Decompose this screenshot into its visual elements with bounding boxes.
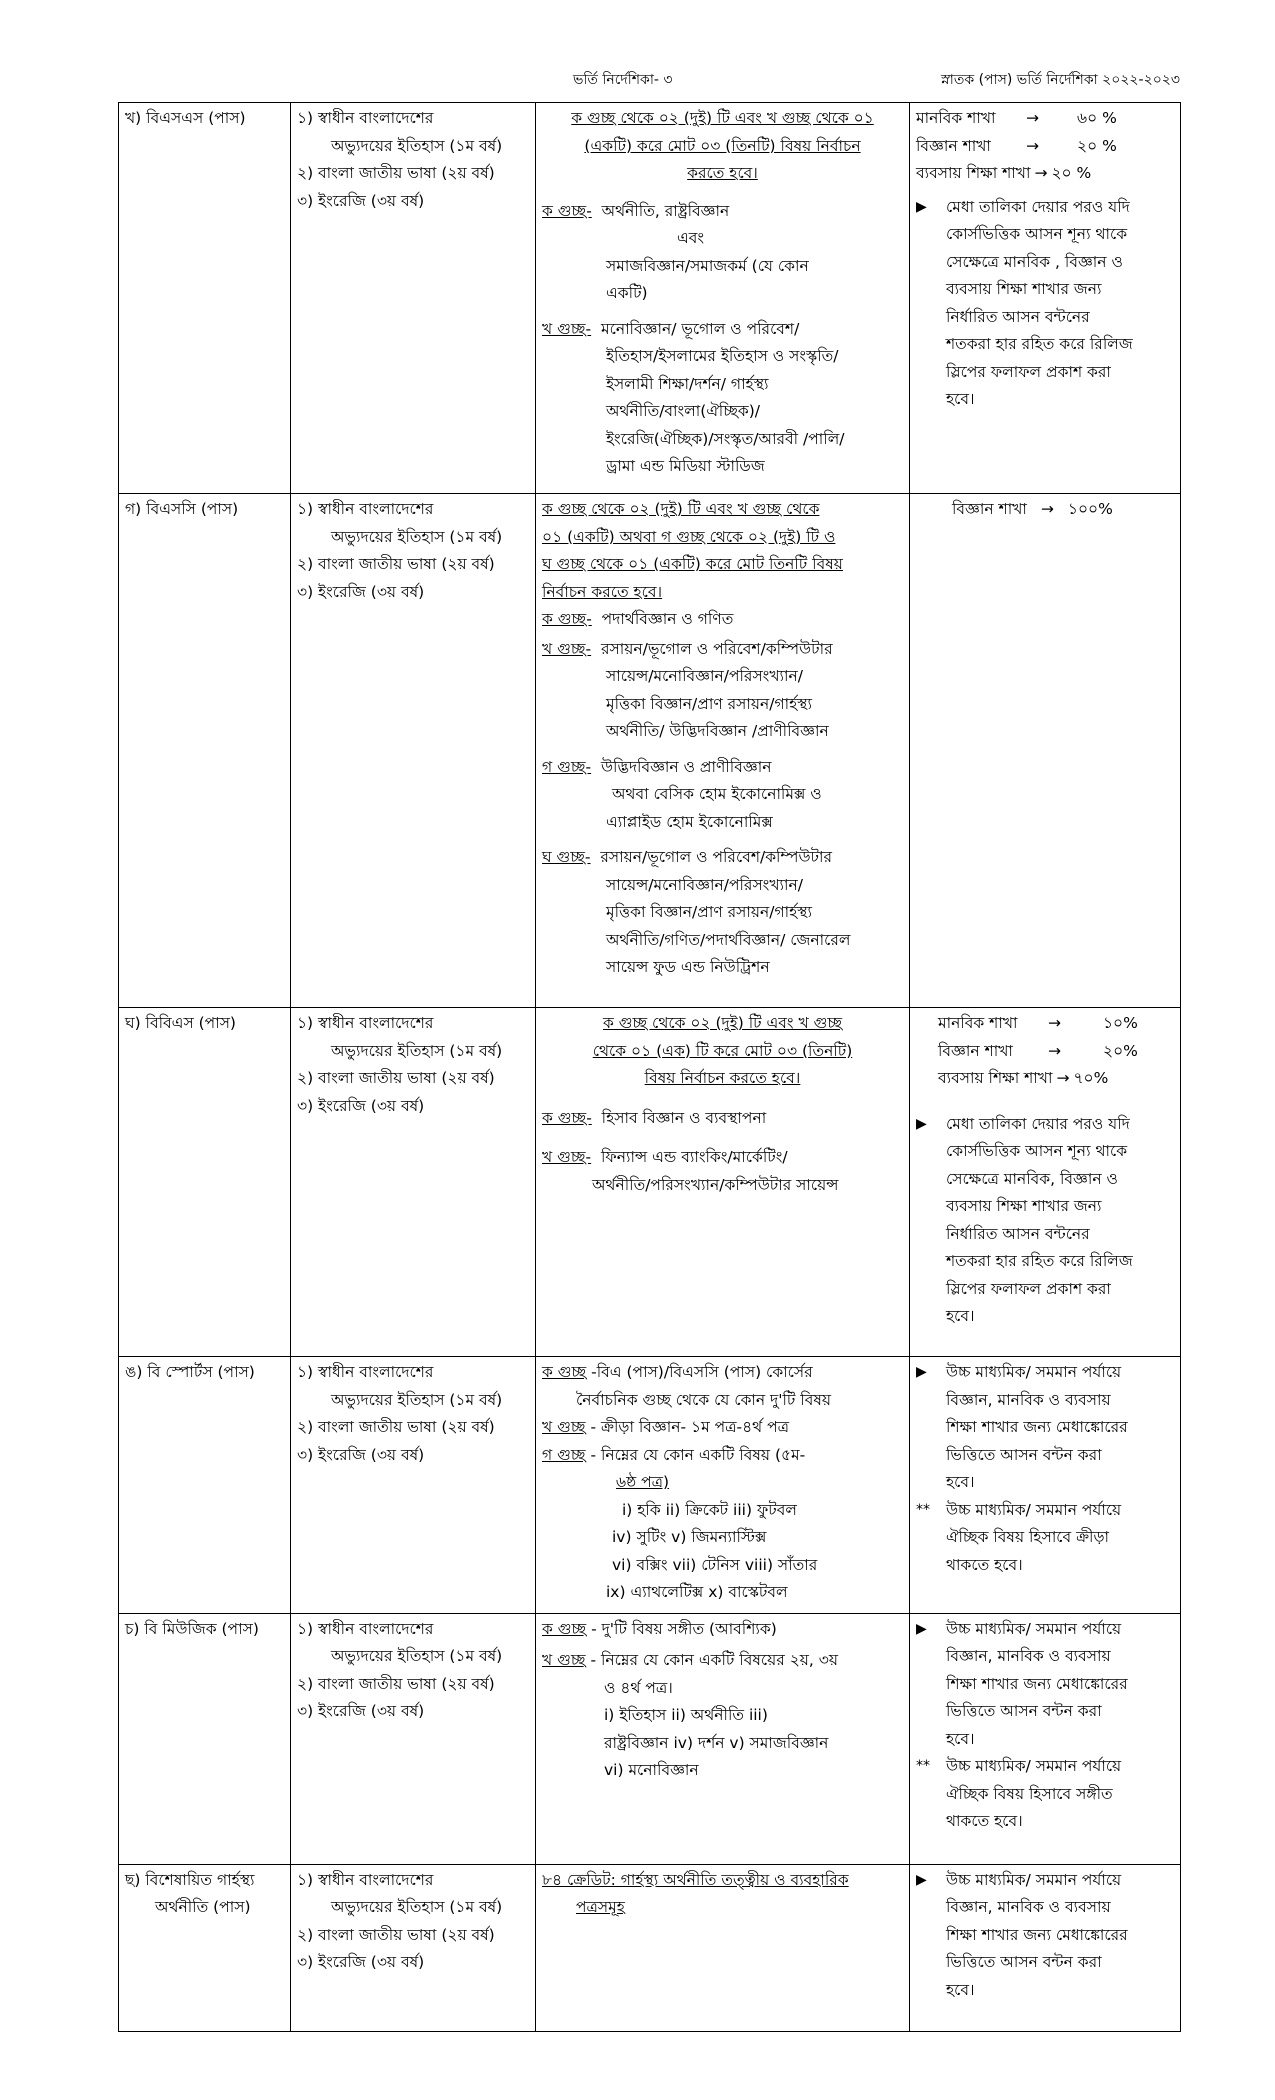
note-line: ব্যবসায় শিক্ষা শাখার জন্য [946, 1197, 1102, 1215]
compulsory-item: অভ্যুদয়ের ইতিহাস (১ম বর্ষ) [331, 1390, 503, 1409]
group-label: গ গুচ্ছ [542, 1445, 586, 1464]
distribution-row [916, 1010, 1174, 1038]
branch-percent: ৭০% [1073, 1069, 1109, 1087]
group-subjects: অর্থনীতি/গণিত/পদার্থবিজ্ঞান/ জেনারেল [606, 930, 851, 949]
selection-rule [542, 496, 903, 606]
arrow-icon: → [1056, 1069, 1070, 1087]
group-label: ক গুচ্ছ [542, 1363, 587, 1381]
compulsory-item: ৩) ইংরেজি (৩য় বর্ষ) [297, 1096, 425, 1115]
option-line: i) হকি ii) ক্রিকেট iii) ফুটবল [622, 1500, 797, 1519]
group-subjects: ইতিহাস/ইসলামের ইতিহাস ও সংস্কৃতি/ [606, 347, 839, 365]
compulsory-item: ১) স্বাধীন বাংলাদেশের [297, 500, 434, 518]
group-subjects: পদার্থবিজ্ঞান ও গণিত [591, 610, 734, 628]
group-ka [542, 1105, 903, 1133]
program-name: খ) বিএসএস (পাস) [125, 109, 246, 127]
group-subjects: সায়েন্স ফুড এন্ড নিউট্রিশন [606, 958, 770, 976]
seat-distribution-cell [910, 1864, 1181, 2031]
group-subjects: মনোবিজ্ঞান/ ভূগোল ও পরিবেশ/ [591, 319, 800, 338]
group-kha [542, 316, 903, 481]
elective-cell [536, 1864, 910, 2031]
group-subjects: - ক্রীড়া বিজ্ঞান- ১ম পত্র-৪র্থ পত্র [585, 1418, 790, 1436]
credit-line: পত্রসমূহ [576, 1898, 625, 1916]
rule-line: থেকে ০১ (এক) টি করে মোট ০৩ (তিনটি) [592, 1041, 853, 1060]
seat-distribution-cell [910, 103, 1181, 494]
compulsory-cell [291, 494, 536, 1008]
group-subjects: উদ্ভিদবিজ্ঞান ও প্রাণীবিজ্ঞান [591, 757, 772, 776]
branch-percent: ১০০% [1067, 500, 1113, 518]
compulsory-item: ৩) ইংরেজি (৩য় বর্ষ) [297, 1702, 425, 1720]
elective-cell [536, 494, 910, 1008]
elective-cell [536, 1008, 910, 1357]
compulsory-item: ৩) ইংরেজি (৩য় বর্ষ) [297, 191, 425, 210]
branch-name: ব্যবসায় শিক্ষা শাখা [938, 1069, 1053, 1087]
note-line: মেধা তালিকা দেয়ার পরও যদি [946, 1114, 1130, 1133]
option-line: vi) বক্সিং vii) টেনিস viii) সাঁতার [612, 1555, 818, 1574]
rule-line: ক গুচ্ছ থেকে ০২ (দুই) টি এবং খ গুচ্ছ [602, 1014, 843, 1032]
compulsory-cell [291, 1613, 536, 1864]
branch-name: বিজ্ঞান শাখা [916, 136, 991, 155]
triangle-bullet-icon: ▶ [916, 1620, 927, 1637]
rule-line: ক গুচ্ছ থেকে ০২ (দুই) টি এবং খ গুচ্ছ থেকে ০১ [571, 109, 874, 127]
note-line: উচ্চ মাধ্যমিক/ সমমান পর্যায়ে [946, 1363, 1122, 1381]
group-subjects: একটি) [606, 284, 648, 302]
branch-percent: ১০% [1103, 1014, 1138, 1032]
compulsory-cell [291, 1864, 536, 2031]
branch-percent: ২০ % [1077, 136, 1117, 155]
group-label: খ গুচ্ছ [542, 1651, 586, 1669]
note-line: থাকতে হবে। [946, 1812, 1023, 1830]
distribution-row [916, 105, 1174, 133]
note-line: শিক্ষা শাখার জন্য মেধাঙ্কোরের [946, 1925, 1128, 1944]
elective-cell [536, 1357, 910, 1614]
seat-distribution-cell [910, 1613, 1181, 1864]
note-line: হবে। [946, 1980, 975, 1999]
distribution-row [916, 133, 1174, 161]
program-name: ছ) বিশেষায়িত গার্হস্থ্য [125, 1870, 255, 1889]
branch-name: মানবিক শাখা [938, 1014, 1018, 1032]
note-line: মেধা তালিকা দেয়ার পরও যদি [946, 197, 1130, 216]
group-subjects: -বিএ (পাস)/বিএসসি (পাস) কোর্সের [586, 1363, 813, 1381]
group-subjects: ড্রামা এন্ড মিডিয়া স্টাডিজ [606, 457, 765, 475]
note-line: নির্ধারিত আসন বন্টনের [946, 307, 1090, 326]
header-right: স্নাতক (পাস) ভর্তি নির্দেশিকা ২০২২-২০২৩ [940, 72, 1180, 88]
note [916, 194, 1174, 414]
rule-line: (একটি) করে মোট ০৩ (তিনটি) বিষয় নির্বাচন [584, 136, 861, 155]
compulsory-cell [291, 1357, 536, 1614]
arrow-icon: → [1040, 500, 1054, 518]
program-name: অর্থনীতি (পাস) [155, 1898, 251, 1916]
credit-line: ৮৪ ক্রেডিট: গার্হস্থ্য অর্থনীতি তত্ত্বীয় ও ব্যবহারিক [542, 1870, 849, 1889]
group-gha [542, 844, 903, 982]
seat-distribution-cell [910, 1008, 1181, 1357]
note-line: উচ্চ মাধ্যমিক/ সমমান পর্যায়ে [946, 1500, 1122, 1519]
seat-distribution-cell [910, 494, 1181, 1008]
compulsory-item: ২) বাংলা জাতীয় ভাষা (২য় বর্ষ) [297, 1418, 495, 1436]
note-line: শতকরা হার রহিত করে রিলিজ [946, 1252, 1133, 1270]
asterisk-icon: ** [916, 1758, 930, 1774]
group-subjects: ও ৪র্থ পত্র। [604, 1678, 673, 1697]
table-row [119, 103, 1181, 494]
group-label: খ গুচ্ছ- [542, 1148, 592, 1166]
program-name: চ) বি মিউজিক (পাস) [125, 1619, 259, 1638]
note-line: ভিত্তিতে আসন বন্টন করা [946, 1445, 1102, 1464]
compulsory-item: ৩) ইংরেজি (৩য় বর্ষ) [297, 582, 425, 601]
note [916, 1497, 1174, 1580]
group-subjects: - নিম্নের যে কোন একটি বিষয়ের ২য়, ৩য় [585, 1651, 838, 1669]
note-line: হবে। [946, 1307, 975, 1325]
compulsory-item: ৩) ইংরেজি (৩য় বর্ষ) [297, 1953, 425, 1971]
group-subjects: সমাজবিজ্ঞান/সমাজকর্ম (যে কোন [606, 256, 809, 275]
branch-name: মানবিক শাখা [916, 109, 996, 127]
page-header [118, 68, 1180, 90]
program-cell [119, 1613, 291, 1864]
program-cell [119, 1008, 291, 1357]
note-line: উচ্চ মাধ্যমিক/ সমমান পর্যায়ে [946, 1619, 1122, 1638]
note [916, 1111, 1174, 1331]
note-line: বিজ্ঞান, মানবিক ও ব্যবসায় [946, 1647, 1111, 1665]
group-subjects: মৃত্তিকা বিজ্ঞান/প্রাণ রসায়ন/গার্হস্থ্য [606, 903, 813, 921]
compulsory-item: ২) বাংলা জাতীয় ভাষা (২য় বর্ষ) [297, 164, 495, 182]
group-label: খ গুচ্ছ [542, 1418, 586, 1436]
group-subjects: সায়েন্স/মনোবিজ্ঞান/পরিসংখ্যান/ [606, 875, 803, 894]
compulsory-cell [291, 1008, 536, 1357]
group-subjects: অর্থনীতি/বাংলা(ঐচ্ছিক)/ [606, 402, 760, 420]
group-subjects: ৬ষ্ঠ পত্র) [616, 1473, 670, 1491]
rule-line: ০১ (একটি) অথবা গ গুচ্ছ থেকে ০২ (দুই) টি ও [542, 527, 836, 546]
branch-percent: ২০% [1103, 1041, 1138, 1060]
table-row [119, 1864, 1181, 2031]
branch-name: বিজ্ঞান শাখা [952, 500, 1027, 518]
group-label: ক গুচ্ছ- [542, 201, 592, 220]
elective-cell [536, 103, 910, 494]
selection-rule [542, 1010, 903, 1093]
group-subjects: রসায়ন/ভূগোল ও পরিবেশ/কম্পিউটার [590, 848, 832, 866]
group-subjects: মৃত্তিকা বিজ্ঞান/প্রাণ রসায়ন/গার্হস্থ্য [606, 694, 813, 713]
compulsory-item: ১) স্বাধীন বাংলাদেশের [297, 1363, 434, 1381]
compulsory-item: ১) স্বাধীন বাংলাদেশের [297, 1014, 434, 1032]
program-name: গ) বিএসসি (পাস) [125, 500, 239, 518]
compulsory-item: ৩) ইংরেজি (৩য় বর্ষ) [297, 1445, 425, 1464]
rule-line: করতে হবে। [687, 164, 758, 182]
note-line: উচ্চ মাধ্যমিক/ সমমান পর্যায়ে [946, 1870, 1122, 1889]
compulsory-item: ২) বাংলা জাতীয় ভাষা (২য় বর্ষ) [297, 1069, 495, 1087]
note [916, 1753, 1174, 1836]
header-center: ভর্তি নির্দেশিকা- ৩ [573, 72, 673, 88]
arrow-icon: → [1034, 164, 1048, 182]
note-line: ভিত্তিতে আসন বন্টন করা [946, 1702, 1102, 1720]
note-line: ঐচ্ছিক বিষয় হিসাবে সঙ্গীত [946, 1784, 1113, 1803]
program-cell [119, 1864, 291, 2031]
compulsory-item: ২) বাংলা জাতীয় ভাষা (২য় বর্ষ) [297, 555, 495, 573]
note-line: স্লিপের ফলাফল প্রকাশ করা [946, 1279, 1111, 1298]
group-kha [542, 636, 903, 746]
group-subjects: - নিম্নের যে কোন একটি বিষয় (৫ম- [585, 1445, 806, 1464]
branch-name: বিজ্ঞান শাখা [938, 1041, 1013, 1060]
option-line: iv) সুটিং v) জিমন্যাস্টিক্স [612, 1528, 767, 1546]
note-line: সেক্ষেত্রে মানবিক, বিজ্ঞান ও [946, 1169, 1118, 1188]
note-line: শিক্ষা শাখার জন্য মেধাঙ্কোরের [946, 1418, 1128, 1436]
rule-line: ক গুচ্ছ থেকে ০২ (দুই) টি এবং খ গুচ্ছ থেকে [542, 500, 820, 518]
group-subjects: - দু'টি বিষয় সঙ্গীত (আবশ্যিক) [586, 1619, 777, 1638]
note-line: হবে। [946, 1473, 975, 1491]
group-subjects: ইংরেজি(ঐচ্ছিক)/সংস্কৃত/আরবী /পালি/ [606, 429, 845, 448]
group-label: খ গুচ্ছ- [542, 319, 592, 338]
admission-table [118, 102, 1181, 2032]
rule-line: নির্বাচন করতে হবে। [542, 582, 663, 601]
table-row [119, 1613, 1181, 1864]
elective-cell [536, 1613, 910, 1864]
table-row [119, 494, 1181, 1008]
triangle-bullet-icon: ▶ [916, 198, 927, 215]
note-line: নির্ধারিত আসন বন্টনের [946, 1224, 1090, 1243]
triangle-bullet-icon: ▶ [916, 1115, 927, 1132]
note-line: উচ্চ মাধ্যমিক/ সমমান পর্যায়ে [946, 1757, 1122, 1775]
compulsory-item: ২) বাংলা জাতীয় ভাষা (২য় বর্ষ) [297, 1925, 495, 1944]
compulsory-cell [291, 103, 536, 494]
group-subjects: এবং [677, 229, 705, 247]
rule-line: ঘ গুচ্ছ থেকে ০১ (একটি) করে মোট তিনটি বিষয় [542, 555, 843, 573]
arrow-icon: → [1026, 136, 1039, 155]
group-label: ক গুচ্ছ- [542, 610, 592, 628]
triangle-bullet-icon: ▶ [916, 1364, 927, 1380]
group-subjects: অর্থনীতি/পরিসংখ্যান/কম্পিউটার সায়েন্স [592, 1175, 839, 1194]
group-subjects: নৈর্বাচনিক গুচ্ছ থেকে যে কোন দু'টি বিষয় [576, 1390, 832, 1409]
program-name: ঙ) বি স্পোর্টস (পাস) [125, 1363, 255, 1381]
group-label: খ গুচ্ছ- [542, 639, 592, 658]
note-line: বিজ্ঞান, মানবিক ও ব্যবসায় [946, 1390, 1111, 1409]
group-subjects: অর্থনীতি, রাষ্ট্রবিজ্ঞান [591, 201, 730, 220]
compulsory-item: অভ্যুদয়ের ইতিহাস (১ম বর্ষ) [331, 527, 503, 546]
group-subjects: হিসাব বিজ্ঞান ও ব্যবস্থাপনা [591, 1108, 767, 1127]
note-line: ভিত্তিতে আসন বন্টন করা [946, 1953, 1102, 1971]
note-line: স্লিপের ফলাফল প্রকাশ করা [946, 362, 1111, 381]
option-line: ix) এ্যাথলেটিক্স x) বাস্কেটবল [606, 1583, 788, 1601]
note-line: ব্যবসায় শিক্ষা শাখার জন্য [946, 280, 1102, 298]
selection-rule [542, 105, 903, 188]
group-subjects: সায়েন্স/মনোবিজ্ঞান/পরিসংখ্যান/ [606, 667, 803, 685]
triangle-bullet-icon: ▶ [916, 1871, 927, 1888]
option-line: i) ইতিহাস ii) অর্থনীতি iii) [604, 1706, 768, 1724]
note-line: থাকতে হবে। [946, 1555, 1023, 1574]
compulsory-item: অভ্যুদয়ের ইতিহাস (১ম বর্ষ) [331, 1041, 503, 1060]
arrow-icon: → [1048, 1041, 1061, 1060]
branch-percent: ২০ % [1051, 164, 1092, 182]
distribution-row [916, 160, 1174, 188]
group-ka [542, 606, 903, 634]
group-label: ঘ গুচ্ছ- [542, 848, 591, 866]
group-label: গ গুচ্ছ- [542, 757, 592, 776]
group-label: ক গুচ্ছ [542, 1619, 587, 1638]
distribution-row [916, 496, 1174, 524]
note-line: বিজ্ঞান, মানবিক ও ব্যবসায় [946, 1898, 1111, 1916]
compulsory-item: ২) বাংলা জাতীয় ভাষা (২য় বর্ষ) [297, 1674, 495, 1693]
group-subjects: অর্থনীতি/ উদ্ভিদবিজ্ঞান /প্রাণীবিজ্ঞান [606, 722, 829, 740]
compulsory-item: ১) স্বাধীন বাংলাদেশের [297, 109, 434, 127]
note-line: সেক্ষেত্রে মানবিক , বিজ্ঞান ও [946, 252, 1123, 271]
branch-percent: ৬০ % [1077, 109, 1117, 127]
group-subjects: অথবা বেসিক হোম ইকোনোমিক্স ও [612, 785, 822, 803]
note [916, 1867, 1174, 2005]
distribution-row [916, 1038, 1174, 1066]
seat-distribution-cell [910, 1357, 1181, 1614]
asterisk-icon: ** [916, 1501, 930, 1518]
program-name: ঘ) বিবিএস (পাস) [125, 1014, 236, 1032]
program-cell [119, 103, 291, 494]
table-row [119, 1357, 1181, 1614]
program-cell [119, 494, 291, 1008]
rule-line: বিষয় নির্বাচন করতে হবে। [644, 1069, 801, 1087]
note-line: কোর্সভিত্তিক আসন শূন্য থাকে [946, 225, 1128, 243]
arrow-icon: → [1026, 109, 1039, 127]
group-ka [542, 198, 903, 308]
note-line: কোর্সভিত্তিক আসন শূন্য থাকে [946, 1142, 1128, 1160]
arrow-icon: → [1048, 1014, 1061, 1032]
option-line: vi) মনোবিজ্ঞান [604, 1761, 699, 1779]
compulsory-item: অভ্যুদয়ের ইতিহাস (১ম বর্ষ) [331, 136, 503, 155]
note [916, 1616, 1174, 1754]
group-subjects: রসায়ন/ভূগোল ও পরিবেশ/কম্পিউটার [591, 639, 833, 658]
option-line: রাষ্ট্রবিজ্ঞান iv) দর্শন v) সমাজবিজ্ঞান [604, 1733, 829, 1752]
program-cell [119, 1357, 291, 1614]
note [916, 1359, 1174, 1497]
note-line: শতকরা হার রহিত করে রিলিজ [946, 335, 1133, 353]
group-subjects: এ্যাপ্লাইড হোম ইকোনোমিক্স [606, 812, 773, 831]
group-subjects: ফিন্যান্স এন্ড ব্যাংকিং/মার্কেটিং/ [591, 1148, 788, 1166]
distribution-row [916, 1065, 1174, 1093]
group-kha [542, 1144, 903, 1199]
note-line: ঐচ্ছিক বিষয় হিসাবে ক্রীড়া [946, 1528, 1110, 1546]
group-ga [542, 754, 903, 837]
compulsory-item: অভ্যুদয়ের ইতিহাস (১ম বর্ষ) [331, 1898, 503, 1916]
compulsory-item: ১) স্বাধীন বাংলাদেশের [297, 1619, 434, 1638]
branch-name: ব্যবসায় শিক্ষা শাখা [916, 164, 1031, 182]
note-line: হবে। [946, 1729, 975, 1748]
compulsory-item: অভ্যুদয়ের ইতিহাস (১ম বর্ষ) [331, 1647, 503, 1665]
note-line: হবে। [946, 390, 975, 408]
note-line: শিক্ষা শাখার জন্য মেধাঙ্কোরের [946, 1674, 1128, 1693]
table-row [119, 1008, 1181, 1357]
group-label: ক গুচ্ছ- [542, 1108, 592, 1127]
group-subjects: ইসলামী শিক্ষা/দর্শন/ গার্হস্থ্য [606, 374, 769, 393]
compulsory-item: ১) স্বাধীন বাংলাদেশের [297, 1870, 434, 1889]
